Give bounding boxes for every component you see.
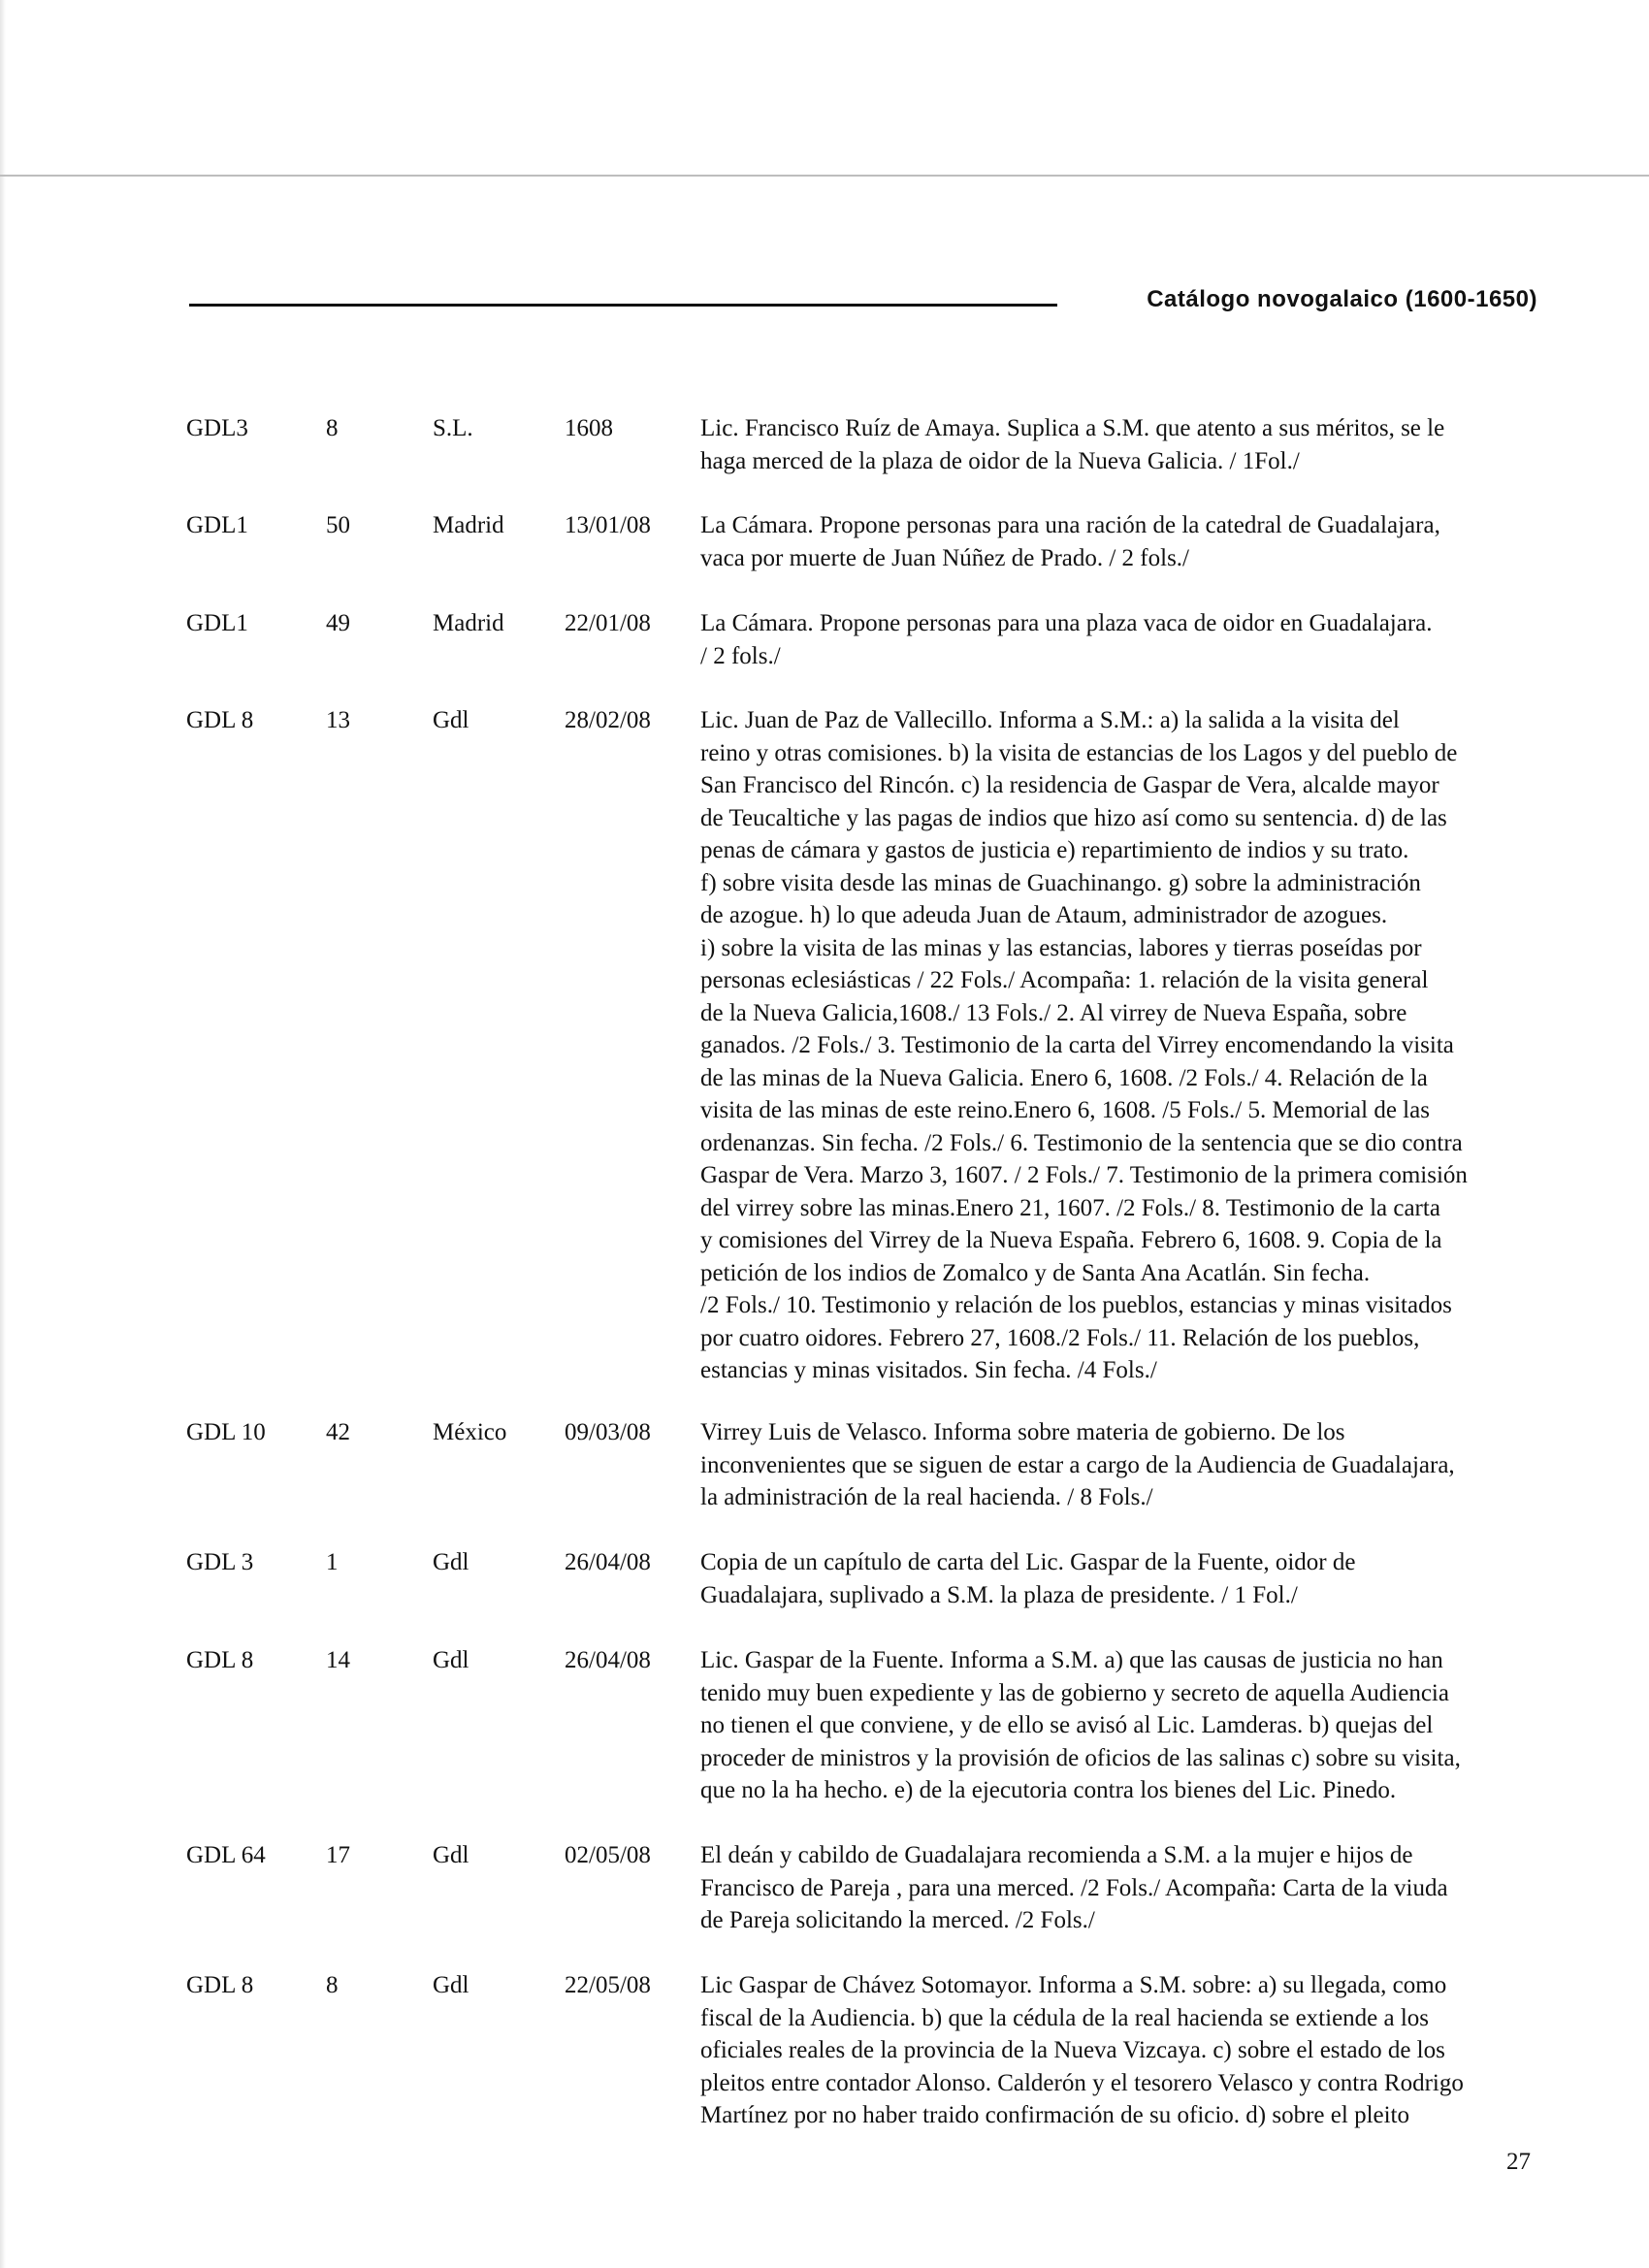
description-line: El deán y cabildo de Guadalajara recomienda a S.M. a la mujer e hijos de — [700, 1842, 1413, 1868]
description-line: penas de cámara y gastos de justicia e) repartimiento de indios y su trato. — [700, 837, 1409, 863]
description-line: La Cámara. Propone personas para una plaza vaca de oidor en Guadalajara. — [700, 610, 1433, 636]
entry-place: S.L. — [433, 415, 473, 441]
description-line: de Teucaltiche y las pagas de indios que hizo así como su sentencia. d) de las — [700, 804, 1447, 831]
entry-ref: GDL 64 — [186, 1842, 266, 1868]
entry-ref: GDL 10 — [186, 1419, 266, 1445]
description-line: Lic. Gaspar de la Fuente. Informa a S.M. a) que las causas de justicia no han — [700, 1647, 1443, 1673]
entry-place: Gdl — [433, 1972, 469, 1998]
entry-ref: GDL 8 — [186, 707, 254, 733]
entry-number: 17 — [326, 1842, 350, 1868]
entry-number: 42 — [326, 1419, 350, 1445]
entry-ref: GDL 8 — [186, 1972, 254, 1998]
description-line: tenido muy buen expediente y las de gobierno y secreto de aquella Audiencia — [700, 1679, 1449, 1706]
description-line: vaca por muerte de Juan Núñez de Prado. / 2 fols./ — [700, 544, 1190, 571]
description-line: Lic. Francisco Ruíz de Amaya. Suplica a S.M. que atento a sus méritos, se le — [700, 415, 1445, 441]
entry-ref: GDL 3 — [186, 1549, 254, 1575]
description-line: por cuatro oidores. Febrero 27, 1608./2 Fols./ 11. Relación de los pueblos, — [700, 1324, 1420, 1351]
entry-description — [700, 1416, 1540, 1514]
description-line: fiscal de la Audiencia. b) que la cédula de la real hacienda se extiende a los — [700, 2004, 1430, 2031]
entry-number: 8 — [326, 415, 339, 441]
entry-date: 09/03/08 — [565, 1419, 651, 1445]
description-line: San Francisco del Rincón. c) la residencia de Gaspar de Vera, alcalde mayor — [700, 772, 1439, 798]
entry-description — [700, 1644, 1540, 1807]
description-line: i) sobre la visita de las minas y las estancias, labores y tierras poseídas por — [700, 934, 1422, 961]
entry-number: 49 — [326, 610, 350, 636]
entry-description — [700, 607, 1540, 672]
description-line: oficiales reales de la provincia de la Nueva Vizcaya. c) sobre el estado de los — [700, 2037, 1445, 2063]
entry-date: 26/04/08 — [565, 1647, 651, 1673]
description-line: ordenanzas. Sin fecha. /2 Fols./ 6. Testimonio de la sentencia que se dio contra — [700, 1129, 1463, 1156]
entry-ref: GDL 8 — [186, 1647, 254, 1673]
description-line: visita de las minas de este reino.Enero 6, 1608. /5 Fols./ 5. Memorial de las — [700, 1097, 1430, 1123]
description-line: y comisiones del Virrey de la Nueva España. Febrero 6, 1608. 9. Copia de la — [700, 1227, 1442, 1253]
entry-number: 14 — [326, 1647, 350, 1673]
entry-date: 26/04/08 — [565, 1549, 651, 1575]
description-line: / 2 fols./ — [700, 642, 781, 669]
entry-description — [700, 1839, 1540, 1937]
entry-number: 50 — [326, 512, 350, 538]
entry-description — [700, 704, 1540, 1387]
entry-place: Gdl — [433, 1549, 469, 1575]
description-line: inconvenientes que se siguen de estar a cargo de la Audiencia de Guadalajara, — [700, 1451, 1455, 1478]
description-line: de la Nueva Galicia,1608./ 13 Fols./ 2. Al virrey de Nueva España, sobre — [700, 999, 1407, 1026]
entry-description — [700, 412, 1540, 477]
description-line: no tienen el que conviene, y de ello se avisó al Lic. Lamderas. b) quejas del — [700, 1712, 1434, 1738]
entry-place: Gdl — [433, 1842, 469, 1868]
header-rule — [189, 304, 1057, 307]
description-line: Gaspar de Vera. Marzo 3, 1607. / 2 Fols./ 7. Testimonio de la primera comisión — [700, 1162, 1468, 1188]
description-line: estancias y minas visitados. Sin fecha. /4 Fols./ — [700, 1357, 1157, 1383]
scan-edge — [0, 0, 6, 2268]
page-number: 27 — [1506, 2149, 1531, 2175]
description-line: que no la ha hecho. e) de la ejecutoria contra los bienes del Lic. Pinedo. — [700, 1777, 1397, 1803]
scan-border-line — [0, 175, 1649, 177]
description-line: ganados. /2 Fols./ 3. Testimonio de la carta del Virrey encomendando la visita — [700, 1032, 1454, 1058]
entry-number: 13 — [326, 707, 350, 733]
description-line: de azogue. h) lo que adeuda Juan de Ataum, administrador de azogues. — [700, 902, 1388, 928]
description-line: Lic. Juan de Paz de Vallecillo. Informa a S.M.: a) la salida a la visita del — [700, 707, 1400, 733]
entry-place: Gdl — [433, 1647, 469, 1673]
description-line: de las minas de la Nueva Galicia. Enero 6, 1608. /2 Fols./ 4. Relación de la — [700, 1064, 1428, 1091]
entry-place: Madrid — [433, 610, 504, 636]
entry-date: 1608 — [565, 415, 613, 441]
description-line: Copia de un capítulo de carta del Lic. Gaspar de la Fuente, oidor de — [700, 1549, 1356, 1575]
description-line: f) sobre visita desde las minas de Guachinango. g) sobre la administración — [700, 869, 1421, 896]
header-title: Catálogo novogalaico (1600-1650) — [1147, 286, 1537, 312]
entry-date: 02/05/08 — [565, 1842, 651, 1868]
entry-description — [700, 1969, 1540, 2132]
entry-number: 8 — [326, 1972, 339, 1998]
entry-number: 1 — [326, 1549, 339, 1575]
entry-date: 13/01/08 — [565, 512, 651, 538]
description-line: reino y otras comisiones. b) la visita de estancias de los Lagos y del pueblo de — [700, 739, 1458, 766]
description-line: proceder de ministros y la provisión de oficios de las salinas c) sobre su visita, — [700, 1744, 1461, 1771]
description-line: personas eclesiásticas / 22 Fols./ Acompaña: 1. relación de la visita general — [700, 967, 1429, 993]
entry-description — [700, 509, 1540, 574]
description-line: del virrey sobre las minas.Enero 21, 1607. /2 Fols./ 8. Testimonio de la carta — [700, 1194, 1440, 1221]
entry-place: Madrid — [433, 512, 504, 538]
running-header — [189, 286, 1537, 325]
description-line: pleitos entre contador Alonso. Calderón y el tesorero Velasco y contra Rodrigo — [700, 2069, 1464, 2096]
description-line: /2 Fols./ 10. Testimonio y relación de los pueblos, estancias y minas visitados — [700, 1292, 1452, 1318]
description-line: Lic Gaspar de Chávez Sotomayor. Informa a S.M. sobre: a) su llegada, como — [700, 1972, 1447, 1998]
description-line: haga merced de la plaza de oidor de la Nueva Galicia. / 1Fol./ — [700, 447, 1300, 474]
description-line: Virrey Luis de Velasco. Informa sobre materia de gobierno. De los — [700, 1419, 1345, 1445]
entry-date: 22/01/08 — [565, 610, 651, 636]
entry-place: Gdl — [433, 707, 469, 733]
entry-date: 28/02/08 — [565, 707, 651, 733]
entry-date: 22/05/08 — [565, 1972, 651, 1998]
description-line: Francisco de Pareja , para una merced. /2 Fols./ Acompaña: Carta de la viuda — [700, 1874, 1448, 1901]
description-line: petición de los indios de Zomalco y de Santa Ana Acatlán. Sin fecha. — [700, 1259, 1371, 1286]
description-line: La Cámara. Propone personas para una ración de la catedral de Guadalajara, — [700, 512, 1440, 538]
description-line: Martínez por no haber traido confirmación de su oficio. d) sobre el pleito — [700, 2102, 1410, 2128]
entry-ref: GDL3 — [186, 415, 248, 441]
description-line: la administración de la real hacienda. / 8 Fols./ — [700, 1484, 1153, 1510]
description-line: Guadalajara, suplivado a S.M. la plaza de presidente. / 1 Fol./ — [700, 1581, 1298, 1608]
entry-place: México — [433, 1419, 507, 1445]
description-line: de Pareja solicitando la merced. /2 Fols./ — [700, 1907, 1095, 1933]
entry-description — [700, 1546, 1540, 1611]
entry-ref: GDL1 — [186, 512, 248, 538]
entry-ref: GDL1 — [186, 610, 248, 636]
